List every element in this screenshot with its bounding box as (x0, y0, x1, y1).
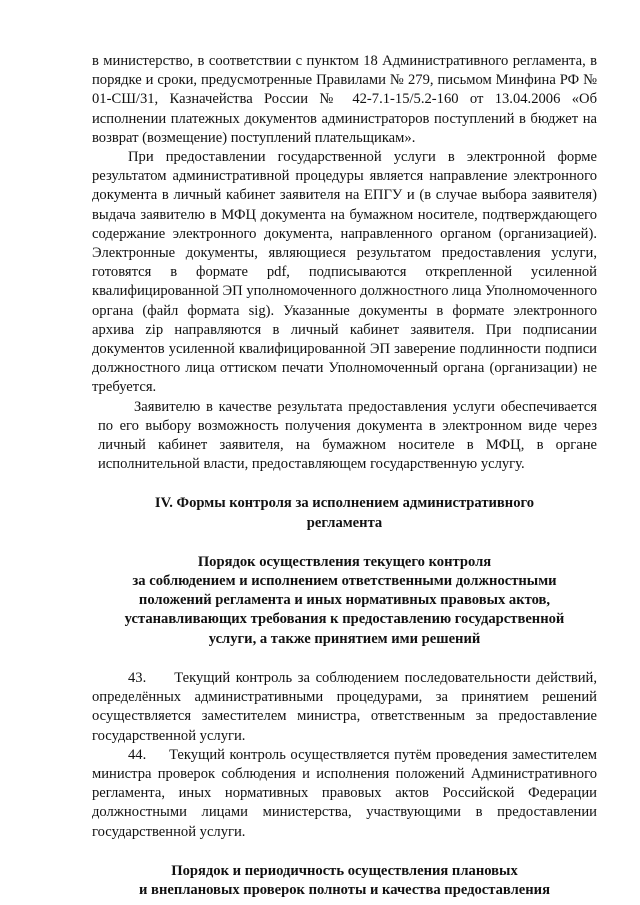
section-heading-current-control (92, 553, 597, 649)
paragraph-refund-procedure: в министерство, в соответствии с пунктом 18 Административного регламента, в порядке и сроки, предусмотренные Правилами № 279, письмом Минфина РФ № 01-СШ/31, Казначейства России № 42-7.1-15/5.2-160 от 13.04.2006 «Об исполнении платежных документов администраторов поступлений в бюджет на возврат (возмещение) поступлений плательщикам». (92, 53, 597, 146)
numbered-paragraph-44 (92, 746, 597, 842)
chapter-heading (92, 494, 597, 532)
chapter-heading-line: IV. Формы контроля за исполнением административного (154, 495, 535, 512)
numbered-paragraph-43 (92, 669, 597, 746)
document-page (92, 52, 597, 900)
section-heading-line: Порядок осуществления текущего контроля (197, 553, 492, 570)
section-heading-line: услуги, а также принятием ими решений (208, 630, 481, 647)
paragraph-number: 44. (128, 746, 147, 763)
paragraph-result-options: Заявителю в качестве результата предоставления услуги обеспечивается по его выбору возможность получения документа в электронном виде через личный кабинет заявителя, на бумажном носителе в МФЦ, в органе исполнительной власти, предоставляющем государственную услугу. (98, 398, 597, 473)
section-heading-line: Порядок и периодичность осуществления плановых (171, 862, 518, 879)
section-heading-line: положений регламента и иных нормативных правовых актов, (138, 592, 551, 609)
paragraph-number: 43. (128, 669, 147, 686)
section-heading-line: и внеплановых проверок полноты и качества предоставления (139, 881, 550, 898)
paragraph-text: Текущий контроль осуществляется путём проведения заместителем министра проверок соблюдения и исполнения положений Административного регламента, иных нормативных правовых актов Российской Федерации должностными лицами министерства, участвующими в предоставлении государственной услуги. (92, 746, 597, 840)
paragraph-text: Текущий контроль за соблюдением последовательности действий, определённых административными процедурами, за принятием решений осуществляется заместителем министра, ответственным за предоставление государственной услуги. (92, 669, 597, 744)
section-heading-inspections (92, 862, 597, 900)
paragraph-electronic-result: При предоставлении государственной услуги в электронной форме результатом административной процедуры является направление электронного документа в личный кабинет заявителя на ЕПГУ и (в случае выбора заявителя) выдача заявителю в МФЦ документа на бумажном носителе, подтверждающего содержание электронного документа, направленного органом (организацией). Электронные документы, являющиеся результатом предоставления услуги, готовятся в формате pdf, подписываются открепленной усиленной квалифицированной ЭП уполномоченного должностного лица Уполномоченного органа (файл формата sig). Указанные документы в формате электронного архива zip направляются в личный кабинет заявителя. При подписании документов усиленной квалифицированной ЭП заверение подлинности подписи должностного лица оттиском печати Уполномоченный органа (организации) не требуется. (92, 149, 597, 396)
section-heading-line: устанавливающих требования к предоставлению государственной (124, 611, 565, 628)
section-heading-line: за соблюдением и исполнением ответственными должностными (132, 573, 557, 590)
chapter-heading-line: регламента (306, 514, 383, 531)
